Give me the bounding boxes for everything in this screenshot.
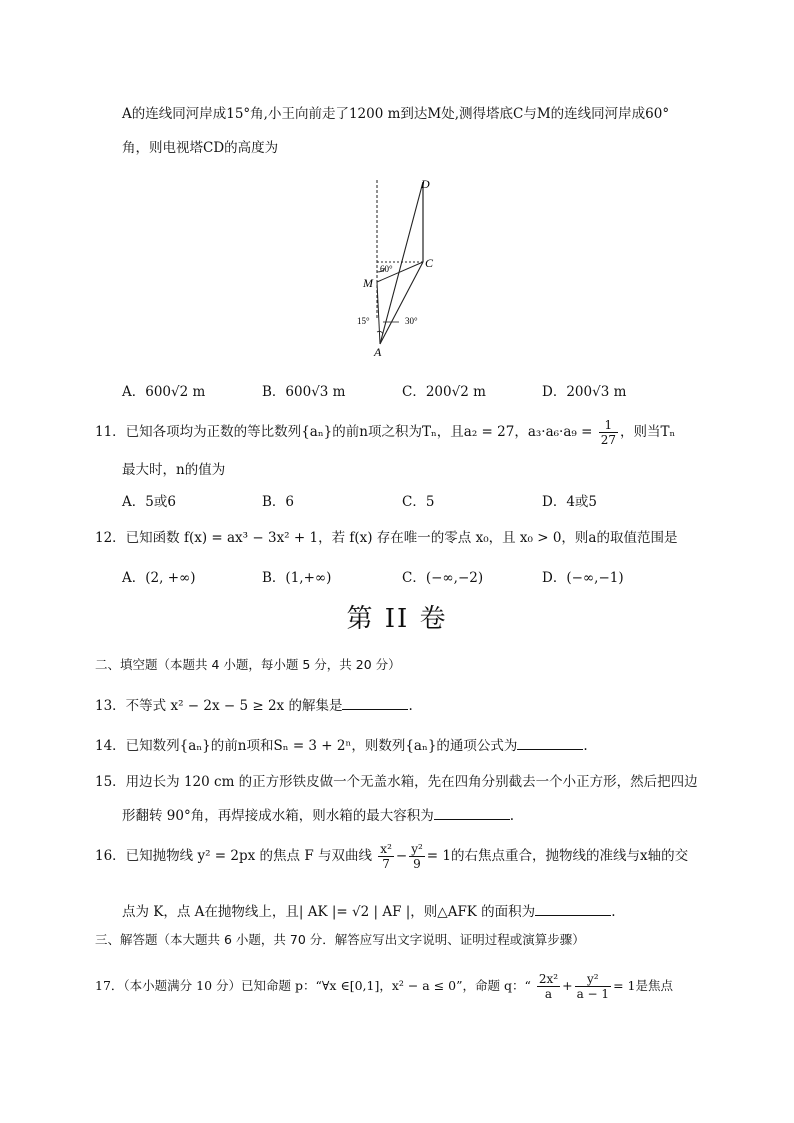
q17-plus: + — [562, 978, 573, 993]
frac-num: x² — [380, 842, 392, 856]
q11-option-d — [542, 490, 597, 510]
frac-den: 27 — [600, 433, 616, 447]
q16-minus: − — [395, 848, 408, 864]
q17-fraction-y — [575, 972, 611, 1001]
frac-num: 2x² — [538, 972, 559, 986]
q11-text-c: ，则当Tₙ — [619, 424, 676, 440]
q11-text-b: 的前n项之积为Tₙ，且a₂ = 27，a₃·a₆·a₉ = — [332, 424, 593, 440]
option-letter: B． — [262, 570, 286, 586]
label-angle-15: 15° — [357, 316, 370, 326]
option-letter: B． — [262, 384, 286, 400]
q10-text-line1: A的连线同河岸成15°角,小王向前走了1200 m到达M处,测得塔底C与M的连线同河岸成60° — [122, 106, 670, 122]
frac-den: a — [544, 987, 553, 1001]
q11-line2: 最大时，n的值为 — [122, 462, 226, 478]
q17-fraction-x — [537, 972, 560, 1001]
q17-text-b: = 1是焦点 — [613, 978, 673, 993]
q10-text-line2: 角，则电视塔CD的高度为 — [122, 140, 279, 156]
option-letter: D． — [542, 384, 567, 400]
q10-option-a — [122, 380, 205, 400]
q11-seq: {aₙ} — [301, 424, 333, 440]
q17-text-a: 17．（本小题满分 10 分）已知命题 p：“∀x ∈[0,1]，x² − a ≤ 0”，命题 q：“ — [95, 978, 531, 993]
section3-header: 三、解答题（本大题共 6 小题，共 70 分．解答应写出文字说明、证明过程或演算步骤） — [95, 932, 585, 947]
q15-end: . — [509, 808, 515, 824]
option-letter: C． — [402, 570, 426, 586]
option-text: 600√2 m — [145, 384, 206, 400]
option-letter: D． — [542, 494, 567, 510]
frac-num: y² — [411, 842, 423, 856]
part2-title: 第 II 卷 — [346, 604, 448, 634]
q16-fraction-x — [378, 842, 394, 871]
q10-option-d — [542, 380, 626, 400]
label-a: A — [374, 345, 382, 359]
frac-num: 1 — [599, 418, 618, 433]
q13-end: . — [408, 698, 413, 714]
option-text: (−∞,−1) — [566, 570, 624, 586]
q11-option-a — [122, 490, 176, 510]
q11-line1 — [95, 418, 675, 447]
option-letter: C． — [402, 384, 426, 400]
q16-line1 — [95, 842, 688, 871]
angle-mark-15 — [377, 331, 383, 334]
answer-blank[interactable] — [535, 903, 611, 916]
q10-option-b — [262, 380, 345, 400]
q12-option-c — [402, 566, 483, 586]
answer-blank[interactable] — [517, 737, 583, 750]
label-d: D — [421, 177, 430, 191]
q12-option-b — [262, 566, 331, 586]
option-text: (2, +∞) — [145, 570, 196, 586]
answer-blank[interactable] — [342, 697, 408, 710]
option-letter: D． — [542, 570, 567, 586]
option-letter: B． — [262, 494, 286, 510]
q16-text-b: = 1的右焦点重合，抛物线的准线与x轴的交 — [426, 848, 689, 864]
q16-end: . — [611, 904, 616, 920]
label-angle-60: 60° — [380, 264, 393, 274]
option-text: 4或5 — [566, 494, 598, 510]
section2-header: 二、填空题（本题共 4 小题，每小题 5 分，共 20 分） — [95, 657, 401, 672]
frac-den: 9 — [413, 857, 421, 871]
frac-den: 7 — [382, 857, 390, 871]
q16-text-a: 16．已知抛物线 y² = 2px 的焦点 F 与双曲线 — [95, 848, 372, 864]
option-text: 200√3 m — [566, 384, 627, 400]
option-text: 200√2 m — [425, 384, 486, 400]
q14-end: . — [583, 738, 588, 754]
option-letter: A． — [122, 384, 146, 400]
label-angle-30: 30° — [405, 316, 418, 326]
q17-line — [95, 972, 673, 1001]
q11-fraction — [599, 418, 618, 447]
option-text: 600√3 m — [285, 384, 346, 400]
q13-line — [95, 694, 413, 714]
tower-figure — [355, 172, 445, 362]
label-c: C — [425, 256, 434, 270]
q13-text: 13．不等式 x² − 2x − 5 ≥ 2x 的解集是 — [95, 698, 343, 714]
q12-option-a — [122, 566, 196, 586]
q12-option-d — [542, 566, 624, 586]
option-letter: A． — [122, 570, 146, 586]
q11-text-a: 11．已知各项均为正数的等比数列 — [95, 424, 302, 440]
q14-line — [95, 734, 588, 754]
option-letter: C． — [402, 494, 426, 510]
q10-option-c — [402, 380, 486, 400]
option-text: 6 — [285, 494, 295, 510]
option-text: (−∞,−2) — [425, 570, 484, 586]
label-m: M — [363, 276, 373, 290]
option-text: (1,+∞) — [285, 570, 332, 586]
option-letter: A． — [122, 494, 146, 510]
line-ac — [380, 262, 423, 344]
q16-line2 — [122, 900, 615, 920]
frac-den: a − 1 — [576, 987, 610, 1001]
option-text: 5 — [425, 494, 435, 510]
q11-option-b — [262, 490, 294, 510]
q15-text: 形翻转 90°角，再焊接成水箱，则水箱的最大容积为 — [122, 808, 434, 824]
q11-option-c — [402, 490, 434, 510]
q15-line2 — [122, 804, 514, 824]
answer-blank[interactable] — [434, 807, 510, 820]
q14-text: 14．已知数列{aₙ}的前n项和Sₙ = 3 + 2ⁿ，则数列{aₙ}的通项公式为 — [95, 738, 518, 754]
option-text: 5或6 — [145, 494, 176, 510]
q12-line: 12．已知函数 f(x) = ax³ − 3x² + 1，若 f(x) 存在唯一的零点 x₀，且 x₀ > 0，则a的取值范围是 — [95, 530, 678, 546]
q16-text: 点为 K，点 A在抛物线上，且| AK |= √2 | AF |，则△AFK 的面积为 — [122, 904, 536, 920]
frac-num: y² — [575, 972, 611, 987]
q15-line1: 15．用边长为 120 cm 的正方形铁皮做一个无盖水箱，先在四角分别截去一个小正方形，然后把四边 — [95, 774, 698, 790]
q16-fraction-y — [409, 842, 425, 871]
